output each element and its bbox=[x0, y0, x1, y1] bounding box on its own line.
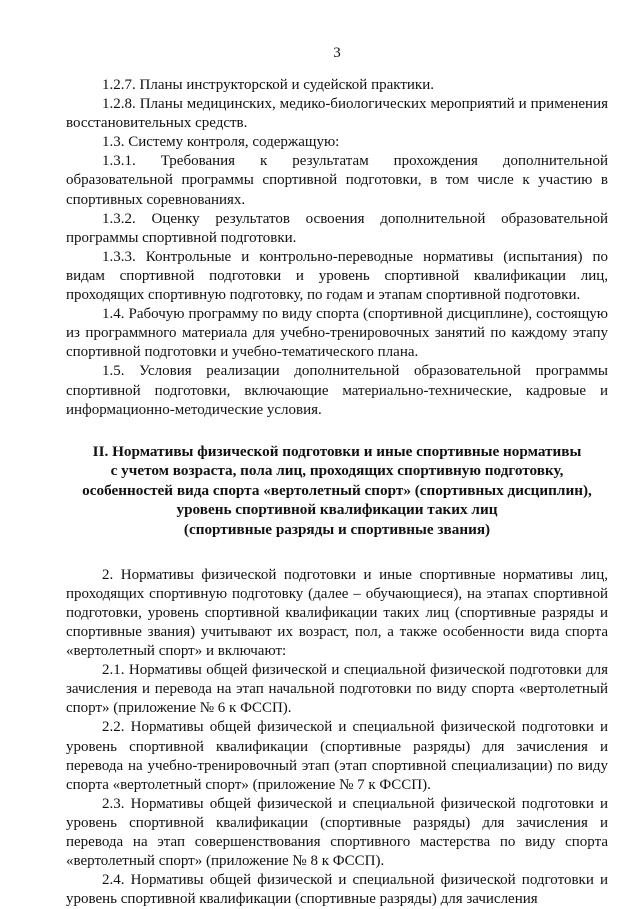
section-title-line: II. Нормативы физической подготовки и иные спортивные нормативы bbox=[92, 442, 582, 460]
paragraph-1-2-8: 1.2.8. Планы медицинских, медико-биологических мероприятий и применения восстановительных средств. bbox=[66, 96, 608, 132]
page-number: 3 bbox=[333, 45, 341, 61]
paragraph-1-3-3: 1.3.3. Контрольные и контрольно-переводные нормативы (испытания) по видам спортивной подготовки и уровень спортивной квалификации лиц, проходящих спортивную подготовку, по годам и этапам спортивной подготовки. bbox=[66, 248, 608, 304]
paragraph-1-3: 1.3. Систему контроля, содержащую: bbox=[102, 134, 340, 151]
section-2-title bbox=[66, 442, 608, 540]
paragraph-1-2-7: 1.2.7. Планы инструкторской и судейской практики. bbox=[102, 77, 434, 93]
paragraph-1-4: 1.4. Рабочую программу по виду спорта (спортивной дисциплине), состоящую из программного материала для учебно-тренировочных занятий по каждому этапу спортивной подготовки и учебно-тематического плана. bbox=[66, 306, 608, 361]
section-1-content bbox=[66, 76, 608, 420]
section-2-content bbox=[66, 566, 608, 909]
paragraph-2-2: 2.2. Нормативы общей физической и специальной физической подготовки и уровень спортивной квалификации (спортивные разряды) для зачисления и перевода на учебно-тренировочный этап (этап спортивной специализации) по виду спорта «вертолетный спорт» (приложение № 7 к ФССП). bbox=[66, 719, 608, 793]
paragraph-2: 2. Нормативы физической подготовки и иные спортивные нормативы лиц, проходящих спортивную подготовку (далее – обучающиеся), на этапах спортивной подготовки, уровень спортивной квалификации таких лиц (спортивные разряды и спортивные звания) учитывают их возраст, пол, а также особенности вида спорта «вертолетный спорт» и включают: bbox=[66, 566, 608, 660]
section-title-line: (спортивные разряды и спортивные звания) bbox=[183, 521, 491, 539]
section-title-line: с учетом возраста, пола лиц, проходящих спортивную подготовку, bbox=[110, 462, 564, 480]
paragraph-2-4: 2.4. Нормативы общей физической и специальной физической подготовки и уровень спортивной квалификации (спортивные разряды) для зачисления bbox=[66, 872, 608, 908]
section-title-line: уровень спортивной квалификации таких лиц bbox=[176, 501, 498, 519]
paragraph-2-3: 2.3. Нормативы общей физической и специальной физической подготовки и уровень спортивной квалификации (спортивные разряды) для зачисления и перевода на этап совершенствования спортивного мастерства по виду спорта «вертолетный спорт» (приложение № 8 к ФССП). bbox=[66, 795, 608, 870]
paragraph-2-1: 2.1. Нормативы общей физической и специальной физической подготовки для зачисления и перевода на этап начальной подготовки по виду спорта «вертолетный спорт» (приложение № 6 к ФССП). bbox=[66, 662, 608, 717]
section-title-line: особенностей вида спорта «вертолетный спорт» (спортивных дисциплин), bbox=[82, 481, 592, 499]
paragraph-1-5: 1.5. Условия реализации дополнительной образовательной программы спортивной подготовки, включающие материально-технические, кадровые и информационно-методические условия. bbox=[66, 363, 608, 418]
paragraph-1-3-2: 1.3.2. Оценку результатов освоения дополнительной образовательной программы спортивной подготовки. bbox=[66, 210, 608, 246]
paragraph-1-3-1: 1.3.1. Требования к результатам прохождения дополнительной образовательной программы спортивной подготовки, в том числе к участию в спортивных соревнованиях. bbox=[66, 153, 608, 208]
